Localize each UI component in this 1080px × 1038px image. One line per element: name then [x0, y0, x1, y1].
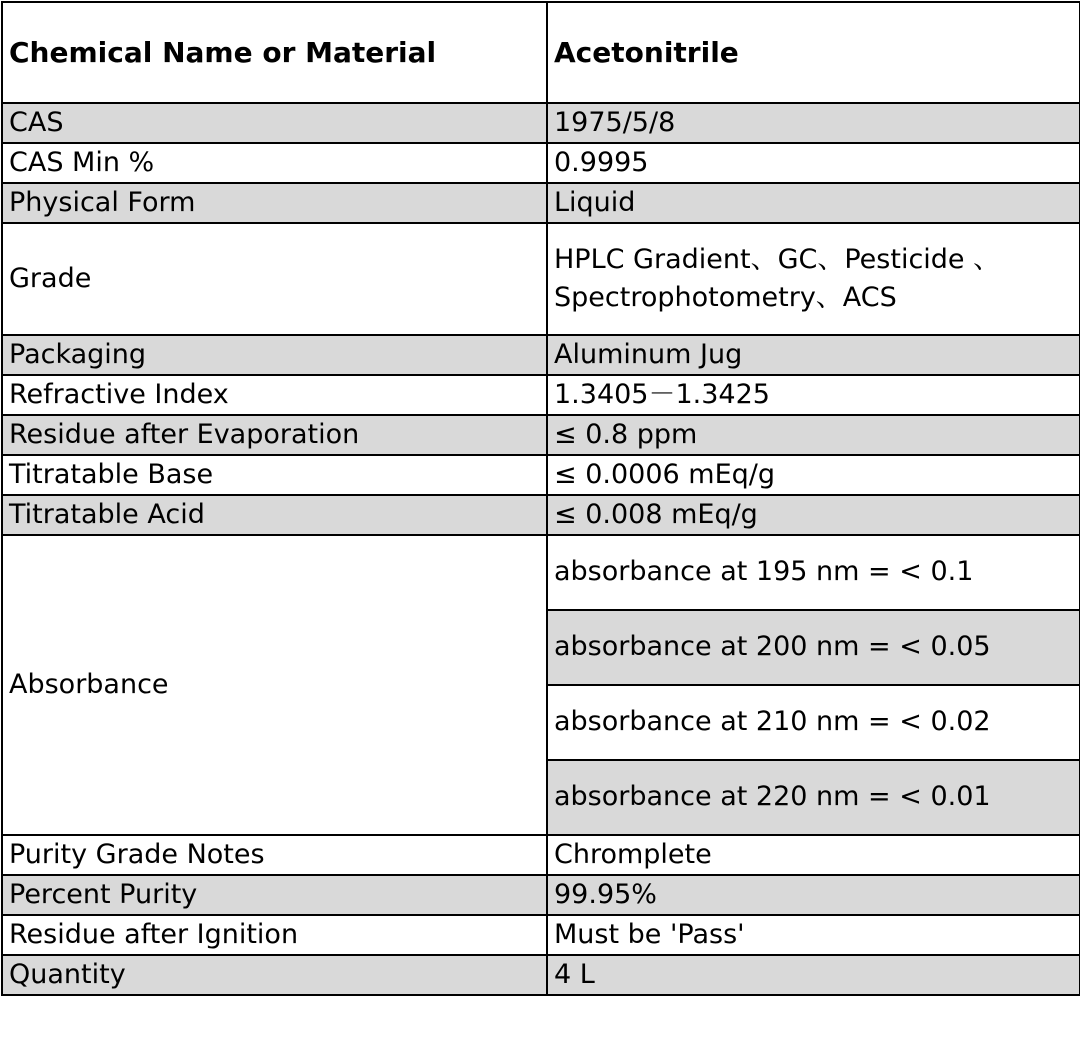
absorbance-value: absorbance at 195 nm = < 0.1 [547, 535, 1080, 610]
table-row-residue-evaporation [2, 415, 1080, 455]
row-label: Grade [2, 223, 547, 335]
row-label: Titratable Base [2, 455, 547, 495]
row-value: 1.3405－1.3425 [547, 375, 1080, 415]
row-label: Residue after Ignition [2, 915, 547, 955]
row-value: 1975/5/8 [547, 103, 1080, 143]
row-value: Must be 'Pass' [547, 915, 1080, 955]
row-value: 99.95% [547, 875, 1080, 915]
table-row-physical-form [2, 183, 1080, 223]
table-row-percent-purity [2, 875, 1080, 915]
row-label: Titratable Acid [2, 495, 547, 535]
row-value: ≤ 0.008 mEq/g [547, 495, 1080, 535]
row-label: Absorbance [2, 535, 547, 835]
row-value: Chromplete [547, 835, 1080, 875]
spec-table [1, 1, 1080, 996]
row-value: 4 L [547, 955, 1080, 995]
absorbance-value: absorbance at 200 nm = < 0.05 [547, 610, 1080, 685]
row-value: Aluminum Jug [547, 335, 1080, 375]
table-row-quantity [2, 955, 1080, 995]
header-value: Acetonitrile [547, 2, 1080, 103]
table-row-packaging [2, 335, 1080, 375]
row-label: Residue after Evaporation [2, 415, 547, 455]
absorbance-value: absorbance at 210 nm = < 0.02 [547, 685, 1080, 760]
table-row-cas-min [2, 143, 1080, 183]
header-label: Chemical Name or Material [2, 2, 547, 103]
row-label: Purity Grade Notes [2, 835, 547, 875]
row-label: Packaging [2, 335, 547, 375]
row-value: Liquid [547, 183, 1080, 223]
row-value: 0.9995 [547, 143, 1080, 183]
row-label: Physical Form [2, 183, 547, 223]
absorbance-value: absorbance at 220 nm = < 0.01 [547, 760, 1080, 835]
row-label: CAS [2, 103, 547, 143]
table-row-grade [2, 223, 1080, 335]
row-value: ≤ 0.0006 mEq/g [547, 455, 1080, 495]
table-row-titratable-base [2, 455, 1080, 495]
row-label: Percent Purity [2, 875, 547, 915]
table-row-titratable-acid [2, 495, 1080, 535]
row-label: CAS Min % [2, 143, 547, 183]
row-label: Quantity [2, 955, 547, 995]
row-label: Refractive Index [2, 375, 547, 415]
table-row-cas [2, 103, 1080, 143]
table-row-refractive-index [2, 375, 1080, 415]
header-row [2, 2, 1080, 103]
row-value: HPLC Gradient、GC、Pesticide 、Spectrophotometry、ACS [547, 223, 1080, 335]
table-row-absorbance [2, 535, 1080, 610]
table-row-residue-ignition [2, 915, 1080, 955]
table-row-purity-notes [2, 835, 1080, 875]
row-value: ≤ 0.8 ppm [547, 415, 1080, 455]
